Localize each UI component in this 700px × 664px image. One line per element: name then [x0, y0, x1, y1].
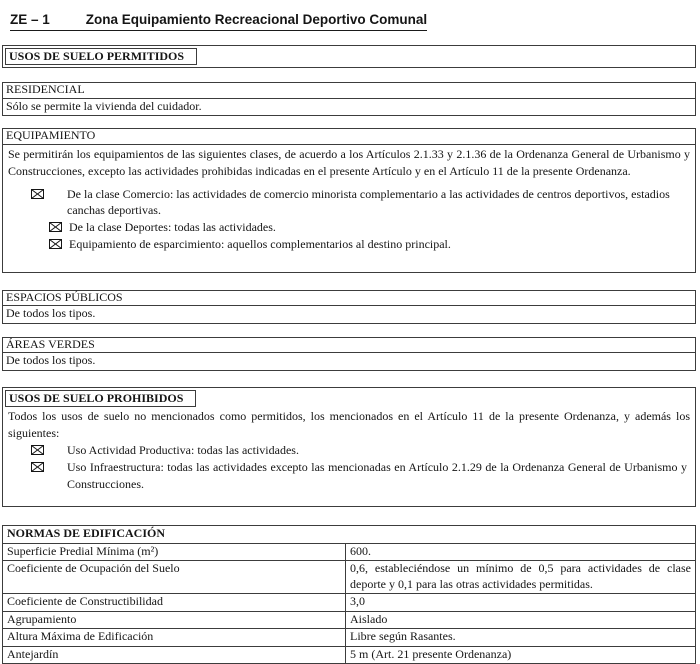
table-header: NORMAS DE EDIFICACIÓN: [3, 526, 696, 544]
prohibidos-body: [3, 407, 695, 507]
section-areas-verdes: [2, 337, 696, 371]
table-row: [3, 561, 696, 594]
row-label: Coeficiente de Ocupación del Suelo: [3, 561, 346, 594]
section-header-espacios: ESPACIOS PÚBLICOS: [3, 291, 695, 307]
prohibidos-paragraph: Todos los usos de suelo no mencionados como permitidos, los mencionados en el Artículo 11 de la presente Ordenanza, y además los siguientes:: [8, 408, 690, 440]
section-espacios-publicos: [2, 290, 696, 324]
list-item: [7, 459, 691, 492]
list-item: [7, 236, 691, 254]
row-label: Antejardín: [3, 646, 346, 664]
table-row: [3, 629, 696, 647]
row-value: 600.: [346, 543, 696, 561]
list-item-text: De la clase Comercio: las actividades de comercio minorista complementario a las actividades de centros deportivos, estadios canchas deportivas.: [67, 186, 670, 217]
residencial-body: Sólo se permite la vivienda del cuidador.: [6, 98, 202, 113]
crossed-box-bullet-icon: [31, 459, 67, 492]
zone-name: Zona Equipamiento Recreacional Deportivo Comunal: [85, 12, 428, 27]
crossed-box-bullet-icon: [49, 219, 69, 237]
table-row: [3, 611, 696, 629]
section-usos-prohibidos: [2, 387, 696, 508]
table-row: [3, 646, 696, 664]
section-header-areas: ÁREAS VERDES: [3, 338, 695, 354]
section-header-permitidos: USOS DE SUELO PERMITIDOS: [5, 48, 197, 65]
section-usos-permitidos: [2, 45, 696, 68]
crossed-box-bullet-icon: [31, 442, 67, 460]
table-row: [3, 594, 696, 612]
equipamiento-body: [3, 145, 695, 272]
row-value: Aislado: [346, 611, 696, 629]
list-item-text: Equipamiento de esparcimiento: aquellos complementarios al destino principal.: [69, 237, 451, 251]
table-row: [3, 543, 696, 561]
list-item: [7, 219, 691, 237]
section-header-prohibidos: USOS DE SUELO PROHIBIDOS: [5, 390, 196, 407]
equipamiento-paragraph: Se permitirán los equipamientos de las siguientes clases, de acuerdo a los Artículos 2.1.33 y 2.1.36 de la Ordenanza General de Urbanismo y Construcciones, excepto las actividades prohibidas indicadas en el presente Artículo y en el Artículo 11 de la presente Ordenanza.: [8, 146, 690, 178]
list-item: [7, 186, 691, 219]
zone-code: ZE – 1: [10, 12, 50, 27]
row-label: Altura Máxima de Edificación: [3, 629, 346, 647]
list-item-text: Uso Actividad Productiva: todas las actividades.: [67, 442, 299, 457]
page-title: [10, 12, 427, 31]
areas-body: De todos los tipos.: [6, 353, 96, 367]
row-label: Superficie Predial Mínima (m²): [3, 543, 346, 561]
row-value: 0,6, estableciéndose un mínimo de 0,5 para actividades de clase deporte y 0,1 para las otras actividades permitidas.: [346, 561, 696, 594]
crossed-box-bullet-icon: [49, 236, 69, 254]
section-header-residencial: RESIDENCIAL: [3, 83, 695, 99]
row-label: Coeficiente de Constructibilidad: [3, 594, 346, 612]
row-value: 5 m (Art. 21 presente Ordenanza): [346, 646, 696, 664]
prohibidos-header-row: [3, 388, 695, 407]
normas-edificacion-table: [2, 525, 696, 664]
list-item-text: De la clase Deportes: todas las actividades.: [69, 219, 276, 234]
list-item-text: Uso Infraestructura: todas las actividades excepto las mencionadas en Artículo 2.1.29 de la Ordenanza General de Urbanismo y Construcciones.: [67, 460, 687, 491]
section-equipamiento: [2, 128, 696, 273]
table-header-row: [3, 526, 696, 544]
row-value: Libre según Rasantes.: [346, 629, 696, 647]
row-label: Agrupamiento: [3, 611, 346, 629]
list-item: [7, 442, 691, 460]
section-header-equipamiento: EQUIPAMIENTO: [3, 129, 695, 145]
row-value: 3,0: [346, 594, 696, 612]
section-residencial: [2, 82, 696, 116]
crossed-box-bullet-icon: [31, 186, 67, 219]
espacios-body: De todos los tipos.: [6, 306, 96, 320]
